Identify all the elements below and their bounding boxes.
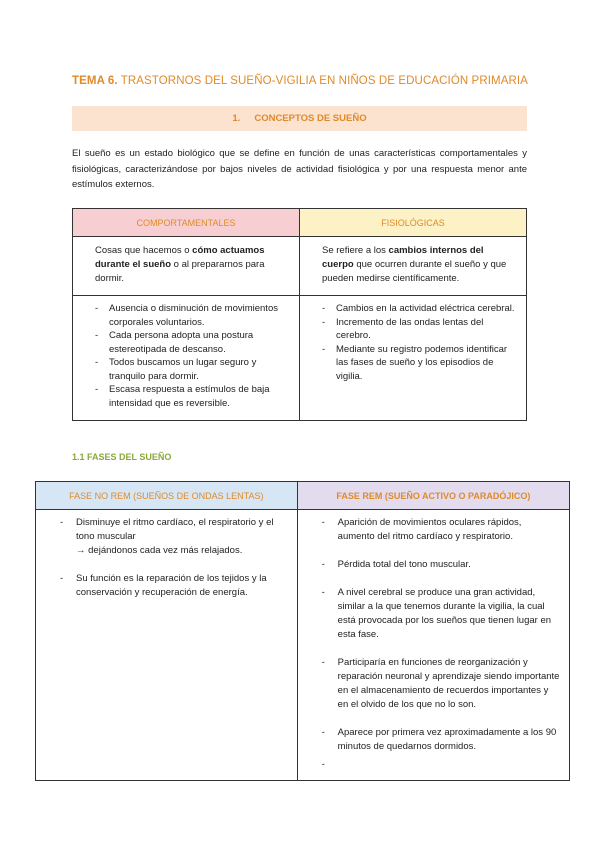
no-rem-content <box>36 510 298 781</box>
desc-bold: cambios internos del cuerpo <box>322 245 484 270</box>
list-item <box>42 516 289 558</box>
list-item: - Escasa respuesta a estímulos de baja intensidad que es reversible. <box>77 383 291 410</box>
section-heading-conceptos <box>72 106 527 131</box>
title-text: TRASTORNOS DEL SUEÑO-VIGILIA EN NIÑOS DE EDUCACIÓN PRIMARIA <box>117 75 528 87</box>
list-item: - Incremento de las ondas lentas del cerebro. <box>304 316 518 343</box>
list-item: - Aparece por primera vez aproximadamente a los 90 minutos de quedarnos dormidos. <box>304 726 561 754</box>
list-item: - Aparición de movimientos oculares rápidos, aumento del ritmo cardíaco y respiratorio. <box>304 516 561 544</box>
section-label: CONCEPTOS DE SUEÑO <box>254 113 367 124</box>
header-fisiologicas: FISIOLÓGICAS <box>300 209 527 237</box>
list-item: - Todos buscamos un lugar seguro y tranquilo para dormir. <box>77 356 291 383</box>
header-rem: FASE REM (SUEÑO ACTIVO O PARADÓJICO) <box>297 482 569 510</box>
list-item: - Mediante su registro podemos identificar las fases de sueño y los episodios de vigilia. <box>304 343 518 384</box>
desc-text: que ocurren durante el sueño y que pueden medirse científicamente. <box>322 259 507 284</box>
page-title <box>60 75 540 87</box>
desc-text: o al prepararnos para dormir. <box>95 259 265 284</box>
list-fisiologicas <box>300 296 527 421</box>
list-item: - Cambios en la actividad eléctrica cerebral. <box>304 302 518 316</box>
phases-table <box>35 481 570 781</box>
list-item-text: Disminuye el ritmo cardíaco, el respiratorio y el tono muscular <box>76 517 274 542</box>
characteristics-table <box>72 208 527 421</box>
list-item-arrow-text: → dejándonos cada vez más relajados. <box>76 545 243 556</box>
desc-comportamentales <box>73 237 300 296</box>
list-item: - A nivel cerebral se produce una gran actividad, similar a la que tenemos durante la vigilia, la cual está provocada por los sueños que tienen lugar en esta fase. <box>304 586 561 642</box>
list-item: - Cada persona adopta una postura estereotipada de descanso. <box>77 329 291 356</box>
section-number: 1. <box>232 113 241 124</box>
list-item-empty <box>304 758 561 772</box>
subsection-fases: 1.1 FASES DEL SUEÑO <box>72 452 172 462</box>
rem-content <box>297 510 569 781</box>
intro-paragraph: El sueño es un estado biológico que se define en función de unas características comportamentales y fisiológicas, caracterizándose por bajos niveles de actividad fisiológica y por una respuesta menor ante estímulos externos. <box>72 148 527 190</box>
desc-text: Cosas que hacemos o <box>95 245 193 256</box>
title-bold: TEMA 6. <box>72 75 118 87</box>
list-comportamentales <box>73 296 300 421</box>
desc-bold: cómo actuamos durante el sueño <box>95 245 265 270</box>
desc-fisiologicas <box>300 237 527 296</box>
header-no-rem: FASE NO REM (SUEÑOS DE ONDAS LENTAS) <box>36 482 298 510</box>
list-item: - Su función es la reparación de los tejidos y la conservación y recuperación de energía. <box>42 572 289 600</box>
desc-text: Se refiere a los <box>322 245 389 256</box>
list-item: - Ausencia o disminución de movimientos corporales voluntarios. <box>77 302 291 329</box>
list-item: - Pérdida total del tono muscular. <box>304 558 561 572</box>
header-comportamentales: COMPORTAMENTALES <box>73 209 300 237</box>
list-item: - Participaría en funciones de reorganización y reparación neuronal y aprendizaje siendo importante en el almacenamiento de recuerdos importantes y en el olvido de los que no lo son. <box>304 656 561 712</box>
